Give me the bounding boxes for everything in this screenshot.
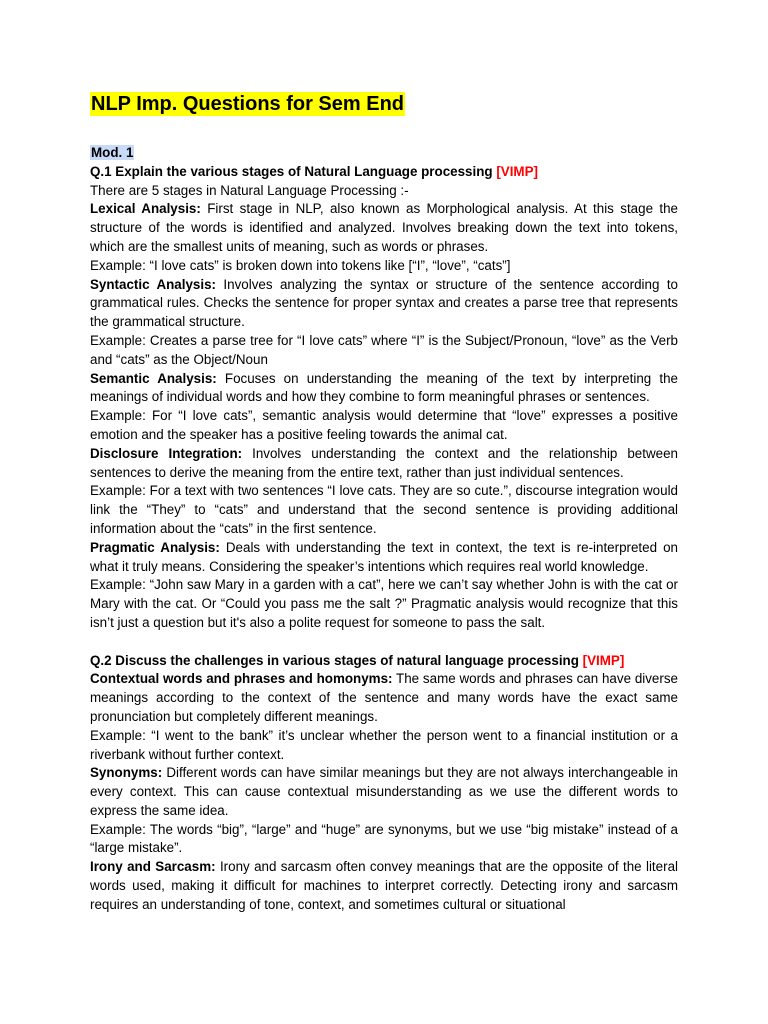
stage-syntactic — [90, 276, 678, 332]
stage-lexical-example: Example: “I love cats” is broken down into tokens like [“I”, “love”, “cats”] — [90, 257, 511, 273]
question-2-text: Q.2 Discuss the challenges in various stages of natural language processing — [90, 652, 579, 668]
stage-lexical-term: Lexical Analysis: — [90, 201, 201, 217]
question-2-tag: [VIMP] — [582, 652, 625, 668]
stage-syntactic-term: Syntactic Analysis: — [90, 276, 216, 292]
question-1-heading — [90, 163, 678, 182]
challenge-synonyms — [90, 764, 678, 820]
stage-semantic-text: Focuses on understanding the meaning of the text by interpreting the meanings of individual words and how they combine to form meaningful phrases or sentences. — [90, 370, 678, 405]
challenge-synonyms-text: Different words can have similar meanings but they are not always interchangeable in every context. This can cause contextual misunderstanding as we use the different words to express the same idea. — [90, 765, 678, 818]
challenge-synonyms-term: Synonyms: — [90, 765, 163, 781]
challenge-irony-term: Irony and Sarcasm: — [90, 859, 216, 875]
challenge-synonyms-example: Example: The words “big”, “large” and “huge” are synonyms, but we use “big mistake” instead of a “large mistake”. — [90, 821, 678, 856]
document-body — [90, 144, 678, 915]
document-title: NLP Imp. Questions for Sem End — [91, 93, 405, 115]
stage-lexical — [90, 200, 678, 256]
stage-semantic — [90, 370, 678, 408]
challenge-homonyms-text: The same words and phrases can have diverse meanings according to the context of the sentence and many words have the exact same pronunciation but completely different meanings. — [90, 671, 678, 724]
stage-semantic-term: Semantic Analysis: — [90, 370, 217, 386]
module-label-line — [90, 144, 678, 163]
question-1-tag: [VIMP] — [496, 163, 538, 179]
stage-pragmatic — [90, 539, 678, 577]
challenge-homonyms-example: Example: “I went to the bank” it’s unclear whether the person went to a financial institution or a riverbank without further context. — [90, 727, 678, 762]
stage-disclosure-term: Disclosure Integration: — [90, 445, 243, 461]
stage-disclosure-text: Involves understanding the context and the relationship between sentences to derive the meaning from the entire text, rather than just individual sentences. — [90, 445, 678, 480]
challenge-irony — [90, 858, 678, 914]
stage-lexical-text: First stage in NLP, also known as Morphological analysis. At this stage the structure of the words is identified and analyzed. Involves breaking down the text into tokens, which are the smallest units of meaning, such as words or phrases. — [90, 201, 679, 254]
module-label: Mod. 1 — [91, 145, 134, 160]
challenge-homonyms — [90, 670, 678, 726]
stage-disclosure-example: Example: For a text with two sentences “I love cats. They are so cute.”, discourse integration would link the “They” to “cats” and understand that the second sentence is providing additional information about the “cats” in the first sentence. — [90, 483, 678, 536]
stage-pragmatic-example: Example: “John saw Mary in a garden with a cat”, here we can’t say whether John is with the cat or Mary with the cat. Or “Could you pass me the salt ?” Pragmatic analysis would recognize that this isn’t just a question but it's also a polite request for someone to pass the salt. — [90, 577, 678, 630]
question-1-text: Q.1 Explain the various stages of Natural Language processing — [90, 163, 493, 179]
challenge-irony-text: Irony and sarcasm often convey meanings that are the opposite of the literal words used, making it difficult for machines to interpret correctly. Detecting irony and sarcasm requires an understanding of tone, context, and sometimes cultural or situational — [90, 859, 678, 912]
stage-syntactic-text: Involves analyzing the syntax or structure of the sentence according to grammatical rules. Checks the sentence for proper syntax and creates a parse tree that represents the grammatical structure. — [90, 276, 678, 330]
question-1-intro: There are 5 stages in Natural Language Processing :- — [90, 182, 409, 198]
stage-syntactic-example: Example: Creates a parse tree for “I love cats” where “I” is the Subject/Pronoun, “love” as the Verb and “cats” as the Object/Noun — [90, 332, 678, 367]
stage-pragmatic-text: Deals with understanding the text in context, the text is re-interpreted on what it truly means. Considering the speaker’s intentions which requires real world knowledge. — [90, 539, 678, 574]
stage-semantic-example: Example: For “I love cats”, semantic analysis would determine that “love” expresses a positive emotion and the speaker has a positive feeling towards the animal cat. — [90, 408, 678, 442]
section-spacer — [90, 633, 678, 652]
stage-pragmatic-term: Pragmatic Analysis: — [90, 539, 220, 555]
question-2-heading — [90, 652, 678, 671]
challenge-homonyms-term: Contextual words and phrases and homonyms: — [90, 671, 393, 687]
stage-disclosure — [90, 445, 678, 483]
